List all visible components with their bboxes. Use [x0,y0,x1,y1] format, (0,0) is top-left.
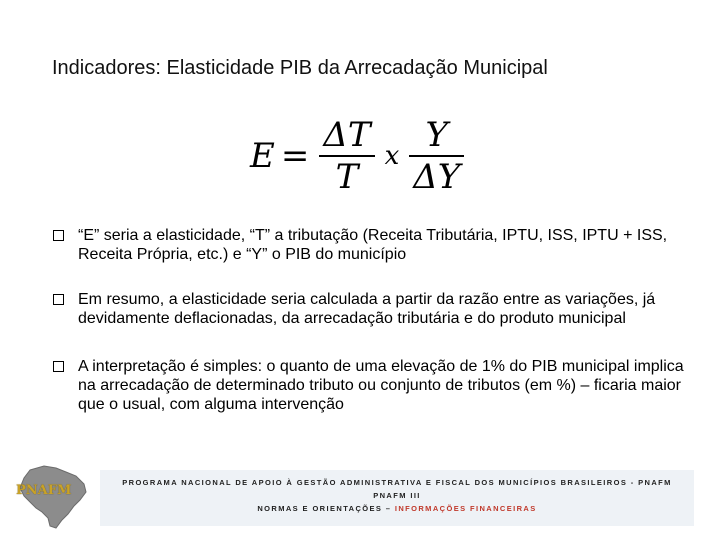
checkbox-bullet-icon [53,361,64,372]
footer-banner [100,470,694,526]
checkbox-bullet-icon [53,294,64,305]
pnafm-logo [10,462,96,532]
fraction-2-denominator: ΔY [413,156,461,197]
formula-lhs: E [250,135,275,176]
bullet-list [52,226,692,440]
logo-text: PNAFM [16,483,72,498]
bullet-text: A interpretação é simples: o quanto de uma elevação de 1% do PIB municipal implica na arrecadação de determinado tributo ou conjunto de tributos (em %) – ficaria maior que o usual, com alguma intervenção [78,358,684,413]
footer-section-prefix: NORMAS E ORIENTAÇÕES – [257,504,395,513]
bullet-text: “E” seria a elasticidade, “T” a tributação (Receita Tributária, IPTU, ISS, IPTU + ISS, Receita Própria, etc.) e “Y” o PIB do município [78,227,668,263]
fraction-1-denominator: T [335,156,359,197]
elasticity-formula [250,108,468,203]
formula-equals: = [280,135,310,176]
bullet-item [52,357,692,414]
bullet-item [52,290,692,328]
formula-fraction-1 [319,115,374,197]
formula-fraction-2 [409,115,464,197]
bullet-item [52,226,692,264]
formula-times: x [384,140,400,171]
bullet-text: Em resumo, a elasticidade seria calculada a partir da razão entre as variações, já devidamente deflacionadas, da arrecadação tributária e do produto municipal [78,291,656,327]
checkbox-bullet-icon [53,230,64,241]
footer-line-section [100,502,694,515]
fraction-2-numerator: Y [425,114,448,155]
slide-title: Indicadores: Elasticidade PIB da Arrecadação Municipal [52,57,548,79]
fraction-1-numerator: ΔT [323,114,371,155]
footer-line-program: PROGRAMA NACIONAL DE APOIO À GESTÃO ADMINISTRATIVA E FISCAL DOS MUNICÍPIOS BRASILEIROS - PNAFM [122,478,672,487]
footer-line-pnafm: PNAFM III [373,491,421,500]
footer-section-highlight: INFORMAÇÕES FINANCEIRAS [394,504,537,513]
